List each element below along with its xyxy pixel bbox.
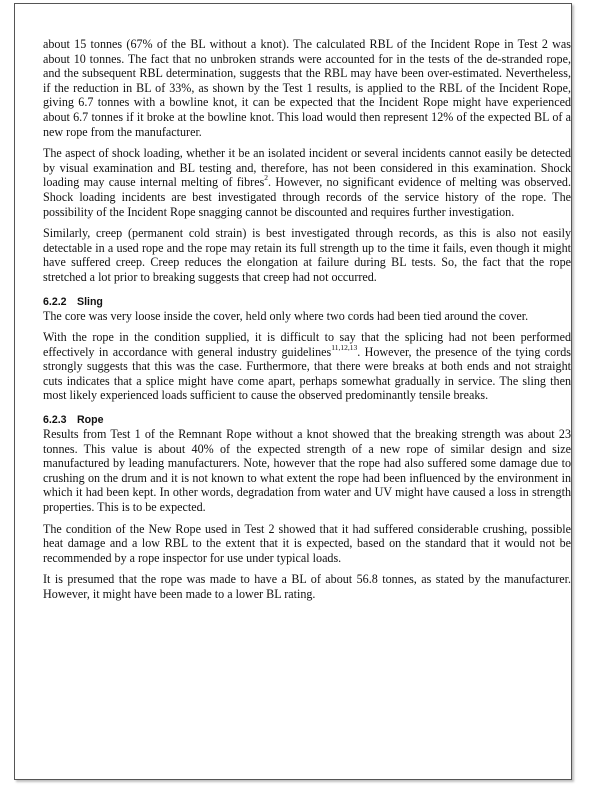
section-heading-sling — [43, 295, 571, 309]
paragraph-creep: Similarly, creep (permanent cold strain) is best investigated through records, as this is also not easily detectable in a used rope and the rope may retain its full strength up to the time it fails, even though it might have suffered creep. Creep reduces the elongation at failure during BL tests. So, the fact that the rope stretched a lot prior to breaking suggests that creep had not occurred. — [43, 226, 571, 284]
paragraph-new-rope: The condition of the New Rope used in Test 2 showed that it had suffered considerable crushing, possible heat damage and a low RBL to the extent that it is expected, based on the standard that it would not be recommended by a rope inspector for use under typical loads. — [43, 521, 571, 565]
page-content — [43, 7, 571, 609]
section-title-sling: Sling — [77, 295, 103, 308]
document-page — [14, 3, 572, 780]
paragraph-shock-loading-text-b: . However, no significant evidence of melting was observed. Shock loading incidents are best investigated through records of the service history of the rope. The possibility of the Incident Rope snagging cannot be discounted and requires further investigation. — [43, 175, 572, 219]
section-heading-rope — [43, 413, 571, 427]
paragraph-bl-rating: It is presumed that the rope was made to have a BL of about 56.8 tonnes, as stated by the manufacturer. However, it might have been made to a lower BL rating. — [43, 572, 571, 601]
paragraph-splicing-text-a: With the rope in the condition supplied, it is difficult to say that the splicing had not been performed effectively in accordance with general industry guidelines — [43, 330, 571, 359]
section-title-rope: Rope — [77, 414, 104, 427]
paragraph-remnant-rope: Results from Test 1 of the Remnant Rope without a knot showed that the breaking strength was about 23 tonnes. This value is about 40% of the expected strength of a new rope of similar design and size manufactured by leading manufacturers. Note, however that the rope had also suffered some damage due to crushing on the drum and it is not known to what extent the rope had been influenced by the environment in which it had been kept. In other words, degradation from water and UV might have caused a loss in strength properties. This is to be expected. — [43, 427, 571, 515]
footnote-ref-11-12-13: 11,12,13 — [331, 342, 358, 352]
paragraph-shock-loading — [43, 146, 571, 219]
paragraph-shock-loading-text-a: The aspect of shock loading, whether it be an isolated incident or several incidents cannot easily be detected by visual examination and BL testing and, therefore, has not been considered in this examination. Shock loading may cause internal melting of fibres — [43, 146, 571, 190]
paragraph-splicing — [43, 330, 571, 403]
paragraph-splicing-text-b: . However, the presence of the tying cords strongly suggests that this was the case. Furthermore, that there were breaks at both ends and not straight cuts indicates that a splice might have come apart, perhaps somewhat gradually in service. The sling then most likely experienced loads sufficient to cause the observed predominantly tensile breaks. — [43, 344, 571, 403]
section-number-sling: 6.2.2 — [43, 295, 67, 308]
section-number-rope: 6.2.3 — [43, 414, 67, 427]
paragraph-rbl-estimate: about 15 tonnes (67% of the BL without a knot). The calculated RBL of the Incident Rope in Test 2 was about 10 tonnes. The fact that no unbroken strands were accounted for in the tests of the de-stranded rope, and the subsequent RBL determination, suggests that the RBL may have been over-estimated. Nevertheless, if the reduction in BL of 33%, as shown by the Test 1 results, is applied to the RBL of the Incident Rope, giving 6.7 tonnes with a bowline knot, it can be expected that the Incident Rope might have experienced about 6.7 tonnes if it broke at the bowline knot. This load would then represent 12% of the expected BL of a new rope from the manufacturer. — [43, 37, 571, 139]
paragraph-core-loose: The core was very loose inside the cover, held only where two cords had been tied around the cover. — [43, 308, 529, 323]
footnote-ref-2: 2 — [264, 173, 269, 183]
